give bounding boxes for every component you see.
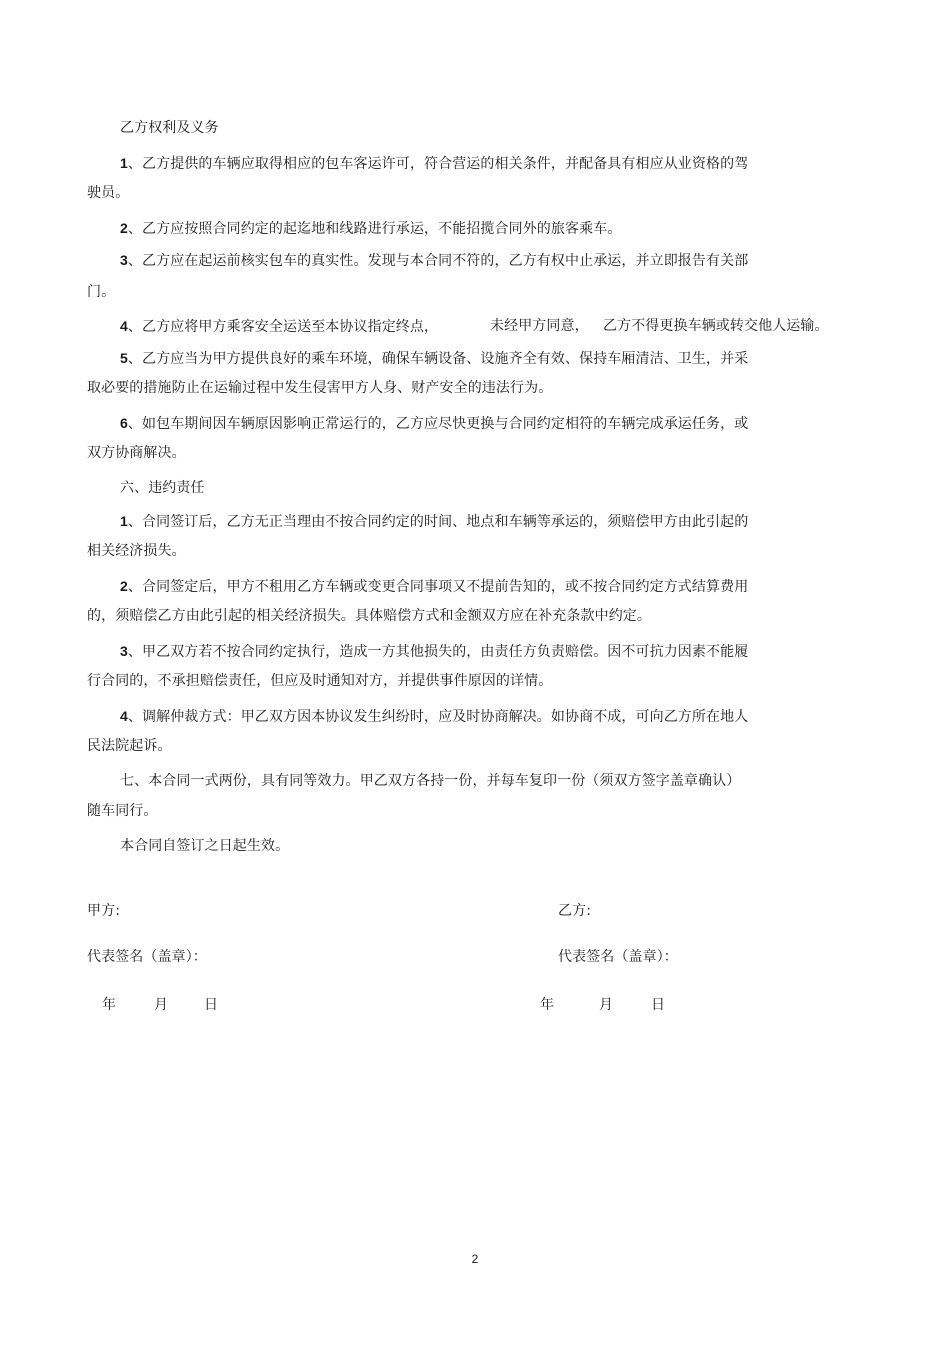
clause-liability-3-cont: 行合同的，不承担赔偿责任，但应及时通知对方，并提供事件原因的详情。 — [87, 673, 553, 689]
clause-number: 1 — [120, 513, 128, 529]
clause-text: 、乙方应当为甲方提供良好的乘车环境，确保车辆设备、设施齐全有效、保持车厢清洁、卫生，并采 — [127, 351, 749, 367]
section-heading-liability: 六、违约责任 — [120, 480, 205, 496]
date-b-month: 月 — [599, 997, 614, 1013]
clause-number: 2 — [120, 220, 128, 236]
clause-number: 4 — [120, 318, 128, 334]
clause-text: 、甲乙双方若不按合同约定执行，造成一方其他损失的，由责任方负责赔偿。因不可抗力因素不能履 — [127, 644, 749, 660]
clause-text: 、合同签定后，甲方不租用乙方车辆或变更合同事项又不提前告知的，或不按合同约定方式结算费用 — [127, 579, 749, 595]
clause-number: 2 — [120, 578, 128, 594]
clause-number: 3 — [120, 643, 128, 659]
clause-liability-4-cont: 民法院起诉。 — [87, 738, 172, 754]
clause-rights-6-cont: 双方协商解决。 — [87, 445, 186, 461]
clause-liability-4 — [120, 707, 748, 726]
rep-a-signature-label: 代表签名（盖章）： — [87, 949, 207, 965]
clause-rights-5-cont: 取必要的措施防止在运输过程中发生侵害甲方人身、财产安全的违法行为。 — [87, 380, 553, 396]
clause-liability-1 — [120, 512, 748, 531]
clause-rights-5 — [120, 349, 748, 368]
clause-copies-cont: 随车同行。 — [87, 803, 158, 819]
clause-liability-1-cont: 相关经济损失。 — [87, 543, 186, 559]
rep-b-signature-label: 代表签名（盖章）： — [558, 949, 678, 965]
clause-rights-1 — [120, 154, 748, 173]
clause-number: 1 — [120, 155, 128, 171]
clause-text: 、乙方提供的车辆应取得相应的包车客运许可，符合营运的相关条件，并配备具有相应从业资格的驾 — [127, 156, 749, 172]
clause-liability-2-cont: 的，须赔偿乙方由此引起的相关经济损失。具体赔偿方式和金额双方应在补充条款中约定。 — [87, 608, 651, 624]
clause-copies: 七、本合同一式两份，具有同等效力。甲乙双方各持一份，并每车复印一份（须双方签字盖章确认） — [120, 773, 741, 789]
clause-liability-2 — [120, 577, 748, 596]
clause-rights-4 — [120, 317, 438, 336]
clause-rights-3-cont: 门。 — [87, 284, 116, 300]
clause-text: 、乙方应在起运前核实包车的真实性。发现与本合同不符的，乙方有权中止承运，并立即报告有关部 — [127, 253, 749, 269]
clause-number: 5 — [120, 350, 128, 366]
effective-clause: 本合同自签订之日起生效。 — [120, 838, 290, 854]
clause-rights-4-part2: 未经甲方同意， — [490, 318, 589, 334]
clause-number: 4 — [120, 708, 128, 724]
date-b-year: 年 — [540, 997, 555, 1013]
page-number: 2 — [471, 1252, 479, 1266]
clause-rights-4-part3: 乙方不得更换车辆或转交他人运输。 — [603, 318, 829, 334]
date-a-year: 年 — [102, 997, 117, 1013]
clause-text: 、乙方应按照合同约定的起迄地和线路进行承运，不能招揽合同外的旅客乘车。 — [127, 221, 622, 237]
clause-rights-2 — [120, 219, 621, 238]
clause-text: 、合同签订后，乙方无正当理由不按合同约定的时间、地点和车辆等承运的，须赔偿甲方由此引起的 — [127, 514, 749, 530]
party-b-label: 乙方: — [558, 903, 592, 919]
clause-rights-6 — [120, 414, 748, 433]
clause-rights-1-cont: 驶员。 — [87, 185, 130, 201]
clause-number: 3 — [120, 252, 128, 268]
date-b-day: 日 — [651, 997, 666, 1013]
party-a-label: 甲方: — [87, 903, 121, 919]
date-a-month: 月 — [154, 997, 169, 1013]
clause-text: 、乙方应将甲方乘客安全运送至本协议指定终点， — [127, 319, 439, 335]
section-heading-rights: 乙方权利及义务 — [120, 120, 219, 136]
clause-text: 、如包车期间因车辆原因影响正常运行的，乙方应尽快更换与合同约定相符的车辆完成承运任务，或 — [127, 416, 749, 432]
date-a-day: 日 — [204, 997, 219, 1013]
clause-liability-3 — [120, 642, 748, 661]
clause-number: 6 — [120, 415, 128, 431]
clause-text: 、调解仲裁方式：甲乙双方因本协议发生纠纷时，应及时协商解决。如协商不成，可向乙方所在地人 — [127, 709, 749, 725]
clause-rights-3 — [120, 251, 748, 270]
